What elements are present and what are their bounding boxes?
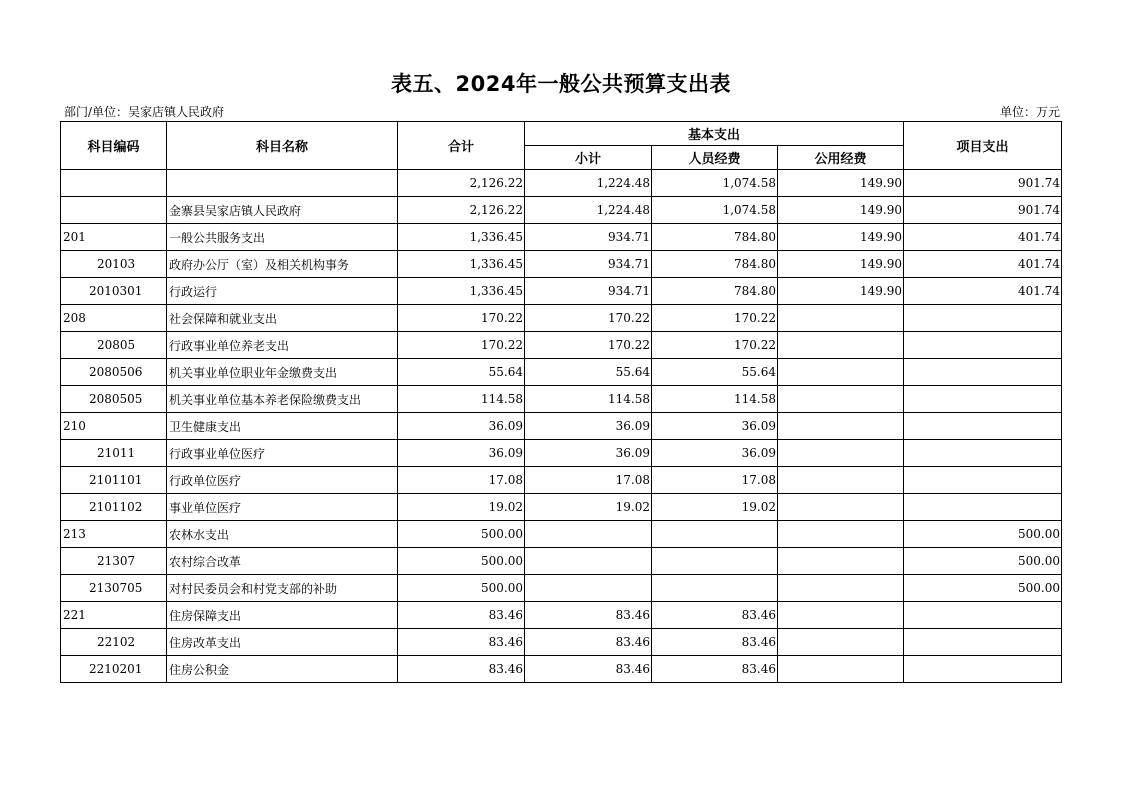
subtotal-cell: 934.71 bbox=[525, 251, 652, 278]
subtotal-cell: 19.02 bbox=[525, 494, 652, 521]
project-cell: 500.00 bbox=[904, 548, 1062, 575]
table-row bbox=[61, 575, 1062, 602]
name-cell: 机关事业单位基本养老保险缴费支出 bbox=[167, 386, 398, 413]
name-cell: 事业单位医疗 bbox=[167, 494, 398, 521]
subtotal-cell: 934.71 bbox=[525, 278, 652, 305]
table-row bbox=[61, 548, 1062, 575]
code-cell: 21011 bbox=[61, 440, 167, 467]
subtotal-cell: 170.22 bbox=[525, 305, 652, 332]
budget-expenditure-table bbox=[60, 121, 1062, 683]
personnel-cell: 55.64 bbox=[652, 359, 778, 386]
public-cell: 149.90 bbox=[778, 170, 904, 197]
code-cell: 2210201 bbox=[61, 656, 167, 683]
code-cell: 22102 bbox=[61, 629, 167, 656]
code-cell: 2101102 bbox=[61, 494, 167, 521]
public-cell bbox=[778, 629, 904, 656]
personnel-cell: 83.46 bbox=[652, 656, 778, 683]
public-cell bbox=[778, 656, 904, 683]
code-cell: 2080505 bbox=[61, 386, 167, 413]
total-cell: 500.00 bbox=[398, 548, 525, 575]
personnel-cell: 17.08 bbox=[652, 467, 778, 494]
personnel-cell: 784.80 bbox=[652, 278, 778, 305]
name-cell: 行政事业单位养老支出 bbox=[167, 332, 398, 359]
personnel-cell: 170.22 bbox=[652, 332, 778, 359]
header-project: 项目支出 bbox=[904, 122, 1062, 170]
table-row bbox=[61, 494, 1062, 521]
name-cell: 行政运行 bbox=[167, 278, 398, 305]
table-row bbox=[61, 440, 1062, 467]
project-cell bbox=[904, 386, 1062, 413]
table-row bbox=[61, 521, 1062, 548]
project-cell: 500.00 bbox=[904, 521, 1062, 548]
personnel-cell bbox=[652, 521, 778, 548]
header-total: 合计 bbox=[398, 122, 525, 170]
table-row bbox=[61, 332, 1062, 359]
code-cell bbox=[61, 197, 167, 224]
name-cell: 住房公积金 bbox=[167, 656, 398, 683]
project-cell bbox=[904, 656, 1062, 683]
department-label: 部门/单位：吴家店镇人民政府 bbox=[64, 105, 225, 119]
total-cell: 83.46 bbox=[398, 629, 525, 656]
public-cell: 149.90 bbox=[778, 224, 904, 251]
unit-label: 单位：万元 bbox=[999, 105, 1060, 119]
name-cell: 政府办公厅（室）及相关机构事务 bbox=[167, 251, 398, 278]
personnel-cell: 784.80 bbox=[652, 251, 778, 278]
code-cell: 201 bbox=[61, 224, 167, 251]
project-cell bbox=[904, 305, 1062, 332]
code-cell: 20103 bbox=[61, 251, 167, 278]
subtotal-cell bbox=[525, 521, 652, 548]
name-cell: 机关事业单位职业年金缴费支出 bbox=[167, 359, 398, 386]
code-cell: 221 bbox=[61, 602, 167, 629]
header-basic: 基本支出 bbox=[525, 122, 904, 146]
header-name: 科目名称 bbox=[167, 122, 398, 170]
code-cell: 2080506 bbox=[61, 359, 167, 386]
total-cell: 170.22 bbox=[398, 332, 525, 359]
total-cell: 83.46 bbox=[398, 656, 525, 683]
total-cell: 36.09 bbox=[398, 413, 525, 440]
subtotal-cell: 1,224.48 bbox=[525, 170, 652, 197]
total-cell: 1,336.45 bbox=[398, 251, 525, 278]
subtotal-cell bbox=[525, 548, 652, 575]
public-cell bbox=[778, 575, 904, 602]
public-cell bbox=[778, 305, 904, 332]
total-cell: 55.64 bbox=[398, 359, 525, 386]
table-row bbox=[61, 359, 1062, 386]
subtotal-cell: 170.22 bbox=[525, 332, 652, 359]
name-cell: 农林水支出 bbox=[167, 521, 398, 548]
code-cell: 210 bbox=[61, 413, 167, 440]
header-subtotal: 小计 bbox=[525, 146, 652, 170]
name-cell: 金寨县吴家店镇人民政府 bbox=[167, 197, 398, 224]
public-cell: 149.90 bbox=[778, 197, 904, 224]
name-cell: 社会保障和就业支出 bbox=[167, 305, 398, 332]
header-public: 公用经费 bbox=[778, 146, 904, 170]
personnel-cell: 1,074.58 bbox=[652, 197, 778, 224]
project-cell: 401.74 bbox=[904, 251, 1062, 278]
public-cell bbox=[778, 494, 904, 521]
personnel-cell: 83.46 bbox=[652, 629, 778, 656]
project-cell bbox=[904, 359, 1062, 386]
table-row bbox=[61, 413, 1062, 440]
personnel-cell: 1,074.58 bbox=[652, 170, 778, 197]
project-cell: 500.00 bbox=[904, 575, 1062, 602]
name-cell: 行政单位医疗 bbox=[167, 467, 398, 494]
subtotal-cell: 1,224.48 bbox=[525, 197, 652, 224]
project-cell: 901.74 bbox=[904, 170, 1062, 197]
public-cell: 149.90 bbox=[778, 278, 904, 305]
subtotal-cell: 83.46 bbox=[525, 629, 652, 656]
name-cell: 一般公共服务支出 bbox=[167, 224, 398, 251]
subtotal-cell: 55.64 bbox=[525, 359, 652, 386]
table-row bbox=[61, 656, 1062, 683]
table-row bbox=[61, 467, 1062, 494]
subtotal-cell: 17.08 bbox=[525, 467, 652, 494]
subtotal-cell: 83.46 bbox=[525, 656, 652, 683]
name-cell: 住房保障支出 bbox=[167, 602, 398, 629]
personnel-cell: 83.46 bbox=[652, 602, 778, 629]
total-cell: 500.00 bbox=[398, 575, 525, 602]
table-row bbox=[61, 170, 1062, 197]
code-cell: 213 bbox=[61, 521, 167, 548]
total-cell: 114.58 bbox=[398, 386, 525, 413]
public-cell bbox=[778, 602, 904, 629]
personnel-cell: 114.58 bbox=[652, 386, 778, 413]
project-cell: 401.74 bbox=[904, 278, 1062, 305]
name-cell: 住房改革支出 bbox=[167, 629, 398, 656]
total-cell: 17.08 bbox=[398, 467, 525, 494]
code-cell: 20805 bbox=[61, 332, 167, 359]
total-cell: 19.02 bbox=[398, 494, 525, 521]
public-cell bbox=[778, 467, 904, 494]
project-cell bbox=[904, 602, 1062, 629]
project-cell bbox=[904, 413, 1062, 440]
project-cell bbox=[904, 332, 1062, 359]
table-body bbox=[61, 170, 1062, 683]
total-cell: 1,336.45 bbox=[398, 224, 525, 251]
total-cell: 500.00 bbox=[398, 521, 525, 548]
code-cell: 2130705 bbox=[61, 575, 167, 602]
subtotal-cell: 36.09 bbox=[525, 413, 652, 440]
table-row bbox=[61, 629, 1062, 656]
name-cell bbox=[167, 170, 398, 197]
personnel-cell: 36.09 bbox=[652, 440, 778, 467]
public-cell bbox=[778, 413, 904, 440]
table-row bbox=[61, 602, 1062, 629]
name-cell: 农村综合改革 bbox=[167, 548, 398, 575]
subtotal-cell: 934.71 bbox=[525, 224, 652, 251]
page-title: 表五、2024年一般公共预算支出表 bbox=[391, 72, 731, 96]
name-cell: 行政事业单位医疗 bbox=[167, 440, 398, 467]
personnel-cell bbox=[652, 548, 778, 575]
table-row bbox=[61, 305, 1062, 332]
code-cell: 21307 bbox=[61, 548, 167, 575]
total-cell: 170.22 bbox=[398, 305, 525, 332]
total-cell: 2,126.22 bbox=[398, 170, 525, 197]
project-cell: 901.74 bbox=[904, 197, 1062, 224]
project-cell: 401.74 bbox=[904, 224, 1062, 251]
table-row bbox=[61, 278, 1062, 305]
project-cell bbox=[904, 494, 1062, 521]
name-cell: 卫生健康支出 bbox=[167, 413, 398, 440]
name-cell: 对村民委员会和村党支部的补助 bbox=[167, 575, 398, 602]
project-cell bbox=[904, 467, 1062, 494]
public-cell: 149.90 bbox=[778, 251, 904, 278]
project-cell bbox=[904, 440, 1062, 467]
total-cell: 83.46 bbox=[398, 602, 525, 629]
header-personnel: 人员经费 bbox=[652, 146, 778, 170]
personnel-cell: 784.80 bbox=[652, 224, 778, 251]
table-row bbox=[61, 197, 1062, 224]
public-cell bbox=[778, 359, 904, 386]
total-cell: 1,336.45 bbox=[398, 278, 525, 305]
subtotal-cell bbox=[525, 575, 652, 602]
code-cell: 2101101 bbox=[61, 467, 167, 494]
total-cell: 2,126.22 bbox=[398, 197, 525, 224]
code-cell: 2010301 bbox=[61, 278, 167, 305]
table-row bbox=[61, 224, 1062, 251]
personnel-cell bbox=[652, 575, 778, 602]
total-cell: 36.09 bbox=[398, 440, 525, 467]
subtotal-cell: 114.58 bbox=[525, 386, 652, 413]
table-row bbox=[61, 386, 1062, 413]
subtotal-cell: 36.09 bbox=[525, 440, 652, 467]
personnel-cell: 170.22 bbox=[652, 305, 778, 332]
personnel-cell: 36.09 bbox=[652, 413, 778, 440]
table-row bbox=[61, 251, 1062, 278]
code-cell: 208 bbox=[61, 305, 167, 332]
public-cell bbox=[778, 521, 904, 548]
subtotal-cell: 83.46 bbox=[525, 602, 652, 629]
public-cell bbox=[778, 440, 904, 467]
project-cell bbox=[904, 629, 1062, 656]
header-code: 科目编码 bbox=[61, 122, 167, 170]
public-cell bbox=[778, 548, 904, 575]
personnel-cell: 19.02 bbox=[652, 494, 778, 521]
public-cell bbox=[778, 332, 904, 359]
code-cell bbox=[61, 170, 167, 197]
public-cell bbox=[778, 386, 904, 413]
